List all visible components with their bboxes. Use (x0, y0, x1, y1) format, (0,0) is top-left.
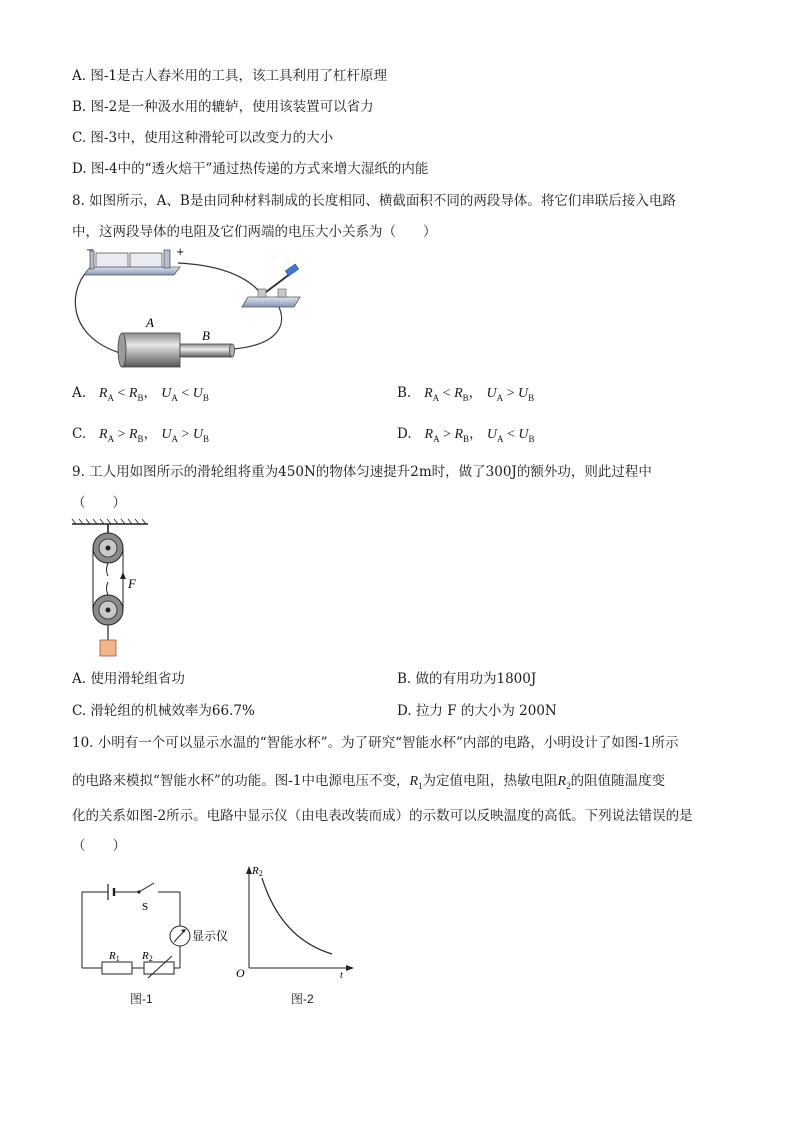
meter-label: 显示仪 (192, 929, 229, 943)
r2-label: R2 (142, 950, 153, 963)
q7-option-d: D. 图-4中的“透火焙干”通过热传递的方式来增大湿纸的内能 (72, 161, 429, 177)
q9-stem-line2: （ ） (72, 495, 126, 511)
graph-y-label: R2 (252, 865, 263, 878)
q9-option-c: C. 滑轮组的机械效率为66.7% (72, 703, 255, 719)
graph-x-label: t (340, 970, 343, 980)
q7-option-c: C. 图-3中，使用这种滑轮可以改变力的大小 (72, 130, 334, 146)
q8-option-c: C. $R_A > R_B$， $U_A > U_B$ (72, 426, 210, 444)
q10-circuit-figure (76, 880, 246, 980)
q9-stem-line1: 9. 工人用如图所示的滑轮组将重为450N的物体匀速提升2m时，做了300J的额外功，则此过程中 (72, 464, 652, 480)
fig1-caption: 图-1 (130, 992, 153, 1006)
q8-option-a: A. $R_A < R_B$， $U_A < U_B$ (72, 385, 209, 403)
battery-minus-label: − (86, 245, 95, 256)
weight-block (100, 640, 116, 656)
q8-stem-line1: 8. 如图所示，A、B是由同种材料制成的长度相同、横截面积不同的两段导体。将它们串联后接入电路 (72, 193, 676, 209)
q9-option-b: B. 做的有用功为1800J (397, 671, 537, 687)
conductor-b-label: B (202, 328, 210, 343)
q10-stem-line3: 化的关系如图-2所示。电路中显示仪（由电表改装而成）的示数可以反映温度的高低。下列说法错误的是 (72, 808, 693, 824)
q10-stem-line4: （ ） (72, 838, 126, 854)
fig2-caption: 图-2 (291, 992, 314, 1006)
q10-stem-line2: 的电路来模拟“智能水杯”的功能。图-1中电源电压不变，$R_1$为定值电阻，热敏电阻$R_2$的阻值随温度变 (72, 773, 666, 791)
q8-option-b: B. $R_A < R_B$， $U_A > U_B$ (397, 385, 535, 403)
conductor-a-label: A (146, 315, 154, 330)
battery-plus-label: + (176, 247, 185, 258)
q10-stem-line1: 10. 小明有一个可以显示水温的“智能水杯”。为了研究“智能水杯”内部的电路，小明设计了如图-1所示 (72, 735, 679, 751)
q8-circuit-figure (68, 245, 318, 380)
q9-option-d: D. 拉力 F 的大小为 200N (397, 703, 557, 719)
r2-curve (262, 878, 332, 954)
q8-option-d: D. $R_A > R_B$， $U_A < U_B$ (397, 426, 535, 444)
r1-label: R1 (109, 950, 120, 963)
q7-option-a: A. 图-1是古人舂米用的工具，该工具利用了杠杆原理 (72, 68, 387, 84)
q9-option-a: A. 使用滑轮组省功 (72, 671, 185, 687)
q7-option-b: B. 图-2是一种汲水用的辘轳，使用该装置可以省力 (72, 99, 374, 115)
q10-graph-figure (232, 860, 357, 980)
q9-pulley-figure (68, 518, 158, 663)
force-label: F (128, 576, 136, 591)
q8-stem-line2: 中，这两段导体的电阻及它们两端的电压大小关系为（ ） (72, 224, 437, 240)
graph-origin: O (236, 966, 245, 980)
switch-label: S (142, 901, 149, 913)
